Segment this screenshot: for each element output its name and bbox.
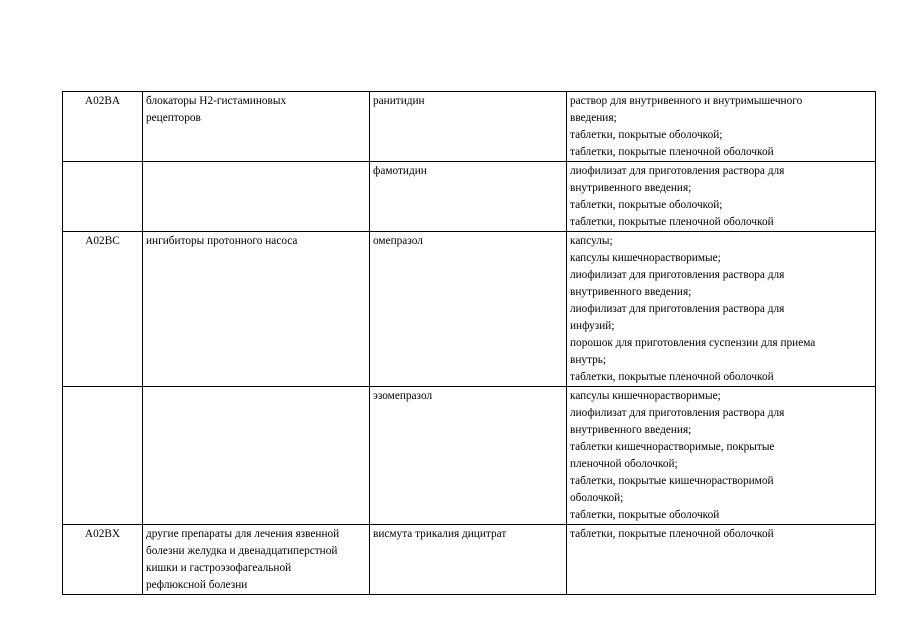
dosage-form-line: таблетки, покрытые пленочной оболочкой [570, 528, 774, 540]
group-text-line: ингибиторы протонного насоса [146, 235, 298, 247]
dosage-form-line: лиофилизат для приготовления раствора для [570, 303, 785, 315]
dosage-form-line: таблетки, покрытые пленочной оболочкой [570, 371, 774, 383]
drug-name: ранитидин [373, 95, 425, 107]
table-row [63, 232, 876, 387]
drug-name: омепразол [373, 235, 423, 247]
dosage-form-line: таблетки, покрытые кишечнорастворимой [570, 475, 774, 487]
dosage-forms-cell [567, 525, 876, 595]
dosage-form-line: внутрь; [570, 354, 607, 366]
dosage-form-line: лиофилизат для приготовления раствора для [570, 269, 785, 281]
dosage-form-line: внутривенного введения; [570, 182, 692, 194]
table-row [63, 92, 876, 162]
dosage-form-line: таблетки, покрытые пленочной оболочкой [570, 216, 774, 228]
drug-name: висмута трикалия дицитрат [373, 528, 507, 540]
table-row [63, 162, 876, 232]
dosage-form-line: капсулы; [570, 235, 613, 247]
dosage-form-line: таблетки кишечнорастворимые, покрытые [570, 441, 775, 453]
dosage-form-line: внутривенного введения; [570, 286, 692, 298]
dosage-forms-cell [567, 162, 876, 232]
drug-name-cell [370, 162, 567, 232]
atc-code-cell [63, 525, 143, 595]
atc-code: A02BA [84, 95, 121, 107]
group-text-line: другие препараты для лечения язвенной [146, 528, 340, 540]
dosage-form-line: введения; [570, 112, 617, 124]
group-text-line: болезни желудка и двенадцатиперстной [146, 545, 338, 557]
dosage-forms-cell [567, 232, 876, 387]
dosage-form-line: таблетки, покрытые пленочной оболочкой [570, 146, 774, 158]
dosage-form-line: таблетки, покрытые оболочкой [570, 509, 720, 521]
atc-code-cell [63, 162, 143, 232]
table-row [63, 387, 876, 525]
atc-code-cell [63, 92, 143, 162]
drug-name: эзомепразол [373, 390, 433, 402]
dosage-form-line: таблетки, покрытые оболочкой; [570, 199, 723, 211]
drug-name-cell [370, 232, 567, 387]
dosage-form-line: капсулы кишечнорастворимые; [570, 252, 721, 264]
pharmacological-group-cell [143, 232, 370, 387]
drug-name-cell [370, 387, 567, 525]
group-text-line: блокаторы H2-гистаминовых [146, 95, 287, 107]
dosage-form-line: лиофилизат для приготовления раствора для [570, 165, 785, 177]
atc-code: A02BC [85, 235, 120, 247]
dosage-form-line: капсулы кишечнорастворимые; [570, 390, 721, 402]
dosage-forms-cell [567, 92, 876, 162]
drug-classification-table [62, 91, 876, 595]
group-text-line: рефлюксной болезни [146, 579, 248, 591]
pharmacological-group-cell [143, 162, 370, 232]
dosage-form-line: внутривенного введения; [570, 424, 692, 436]
dosage-form-line: раствор для внутривенного и внутримышечного [570, 95, 803, 107]
dosage-form-line: оболочкой; [570, 492, 624, 504]
atc-code: A02BX [84, 528, 121, 540]
pharmacological-group-cell [143, 387, 370, 525]
group-text-line: рецепторов [146, 112, 201, 124]
pharmacological-group-cell [143, 92, 370, 162]
table-body [63, 92, 876, 595]
dosage-form-line: лиофилизат для приготовления раствора для [570, 407, 785, 419]
dosage-form-line: инфузий; [570, 320, 615, 332]
dosage-form-line: таблетки, покрытые оболочкой; [570, 129, 723, 141]
pharmacological-group-cell [143, 525, 370, 595]
atc-code-cell [63, 232, 143, 387]
group-text-line: кишки и гастроэзофагеальной [146, 562, 292, 574]
dosage-form-line: пленочной оболочкой; [570, 458, 678, 470]
drug-name-cell [370, 92, 567, 162]
table-row [63, 525, 876, 595]
dosage-forms-cell [567, 387, 876, 525]
dosage-form-line: порошок для приготовления суспензии для приема [570, 337, 816, 349]
atc-code-cell [63, 387, 143, 525]
drug-name: фамотидин [373, 165, 427, 177]
drug-name-cell [370, 525, 567, 595]
